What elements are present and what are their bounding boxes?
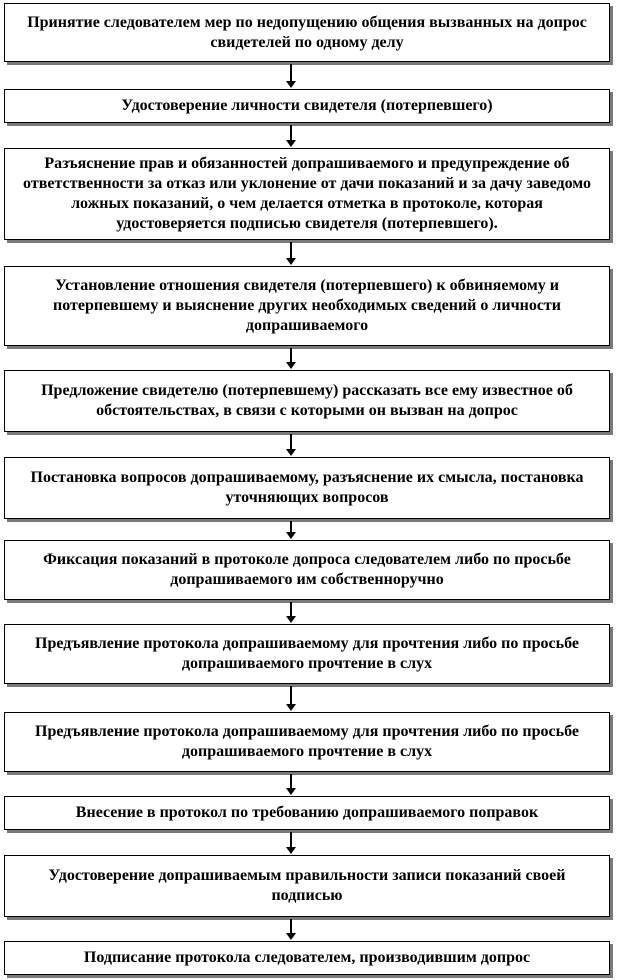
flow-step-text: Предъявление протокола допрашиваемому для прочтения либо по просьбе допрашиваемого прочтение в слух (35, 635, 579, 672)
flow-arrow (286, 242, 296, 265)
flow-step-1 (4, 3, 610, 62)
flow-step-8 (4, 624, 610, 684)
flow-arrow (286, 832, 296, 854)
flow-arrow (286, 348, 296, 369)
flow-step-text: Постановка вопросов допрашиваемому, разъяснение их смысла, постановка уточняющих вопросов (30, 469, 584, 506)
flow-step-3 (4, 148, 610, 240)
flow-step-text: Внесение в протокол по требованию допрашиваемого поправок (75, 804, 539, 821)
flow-step-5 (4, 370, 610, 432)
flow-step-text: Разъяснение прав и обязанностей допрашиваемого и предупреждение об ответственности за отказ или уклонение от дачи показаний и за дачу заведомо ложных показаний, о чем делается отметка в протоколе, которая удостоверяется подписью свидетеля (потерпевшего). (23, 155, 591, 232)
flow-step-text: Предложение свидетелю (потерпевшему) рассказать все ему известное об обстоятельствах, в связи с которыми он вызван на допрос (41, 382, 573, 419)
flow-step-text: Принятие следователем мер по недопущению общения вызванных на допрос свидетелей по одному делу (27, 13, 587, 51)
flow-step-text: Подписание протокола следователем, производившим допрос (83, 949, 531, 966)
flow-step-9 (4, 712, 610, 772)
flow-arrow (286, 434, 296, 456)
flow-step-4 (4, 266, 610, 346)
flow-step-2 (4, 89, 610, 123)
flow-step-text: Предъявление протокола допрашиваемому для прочтения либо по просьбе допрашиваемого прочтение в слух (35, 723, 579, 760)
flow-arrow (286, 602, 296, 623)
flow-step-text: Удостоверение личности свидетеля (потерпевшего) (121, 97, 493, 114)
flow-step-text: Удостоверение допрашиваемым правильности записи показаний своей подписью (48, 867, 566, 904)
flow-step-text: Установление отношения свидетеля (потерпевшего) к обвиняемому и потерпевшему и выяснение других необходимых сведений о личности допрашиваемого (52, 277, 561, 334)
flow-step-7 (4, 540, 610, 600)
flow-step-11 (4, 855, 610, 917)
flow-arrow (286, 125, 296, 147)
flow-step-12 (4, 941, 610, 975)
flow-arrow (286, 774, 296, 795)
flow-step-10 (4, 796, 610, 830)
flow-arrow (286, 686, 296, 711)
flow-step-text: Фиксация показаний в протоколе допроса следователем либо по просьбе допрашиваемого им собственноручно (43, 551, 571, 588)
flow-arrow (286, 64, 296, 88)
flow-arrow (286, 521, 296, 539)
flow-step-6 (4, 457, 610, 519)
flow-arrow (286, 919, 296, 940)
